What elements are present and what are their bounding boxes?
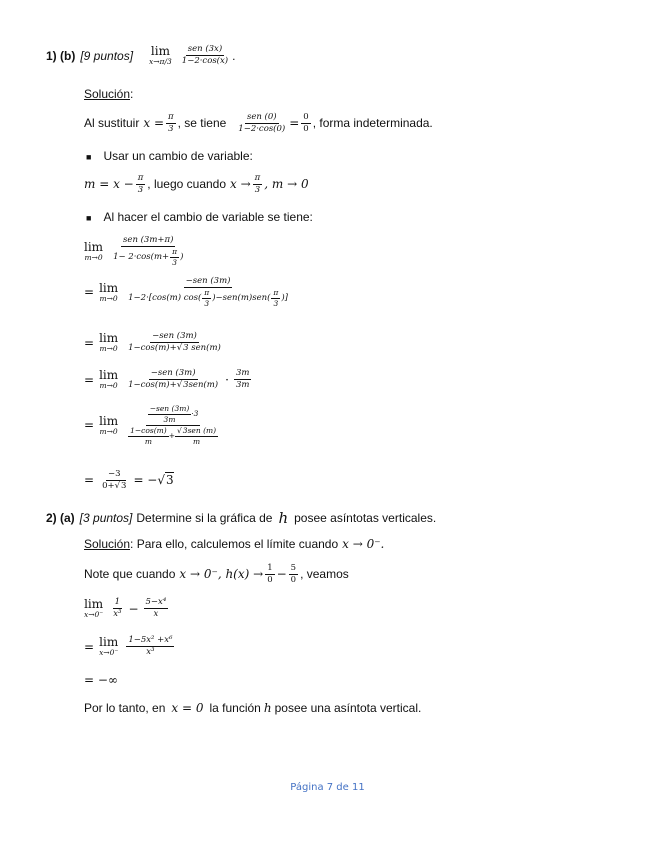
step-5: = lim m→0 $\frac{\text{−sen (3m)}}{3m}$ ·3 $\frac{1-\cos(m)}{m}$ + $\frac{\text{√3sen (m)}}{m}$: [84, 404, 217, 446]
solution-heading: Solución:: [84, 87, 134, 101]
question-1b-header: 1) (b) [9 puntos] lim x→π/3 $\frac{\text{sen (3x)}}{1-2\cdot\cos(x)}$ .: [46, 44, 236, 66]
limit-2-step-2: = lim x→0⁻ $\frac{\text{1−5x² +x⁶}}{\text{x³}}$: [84, 635, 173, 657]
bullet-apply-change: ■ Al hacer el cambio de variable se tiene:: [86, 210, 313, 224]
limit-2-result: = −∞: [84, 673, 118, 687]
solution-2-line: Solución : Para ello, calculemos el límite cuando x → 0⁻.: [84, 537, 385, 551]
page-number-footer: Página 7 de 11: [290, 782, 365, 793]
question-label: 1) (b): [46, 48, 76, 63]
question-points: [9 puntos]: [80, 48, 134, 63]
question-2a-header: 2) (a) [3 puntos] Determine si la gráfica de h posee asíntotas verticales.: [46, 509, 437, 527]
step-1: lim m→0 sen (3m+π) 1− 2·cos (m+ $\frac{\pi}{3}$ ): [84, 235, 184, 267]
limit-2-step-1: lim x→0⁻ $\frac{1}{\text{x³}}$ − $\frac{\text{5−x⁴}}{x}$: [84, 597, 167, 619]
step-4: = lim m→0 $\frac{\text{−sen (3m)}}{\text{1−cos(m)+√3sen(m)}}$ · $\frac{3m}{3m}$: [84, 368, 250, 390]
bullet-icon: ■: [86, 152, 92, 162]
step-result: = $\frac{-3}{0+√3}$ = − √3: [84, 469, 174, 491]
change-variable-line: m = x − $\frac{\pi}{3}$ , luego cuando x → $\frac{\pi}{3}$ , m → 0: [84, 173, 309, 195]
bullet-change-variable: ■ Usar un cambio de variable:: [86, 149, 253, 163]
limit-fraction: $\frac{\text{sen (3x)}}{1-2\cdot\cos(x)}$: [181, 44, 229, 66]
substitution-line: Al sustituir x = $\frac{\pi}{3}$ , se tiene $\frac{\text{sen (0)}}{1-2\cdot\cos(0)}$ = $\frac{0}{0}$ , forma indeterminada.: [84, 112, 433, 134]
step-3: = lim m→0 $\frac{\text{−sen (3m)}}{\text{1−cos(m)+√3 sen(m)}}$: [84, 331, 221, 353]
step-2: = lim m→0 −sen (3m) 1−2·[cos(m) cos( $\frac{\pi}{3}$ )−sen(m)sen( $\frac{\pi}{3}$ )]: [84, 276, 288, 308]
question-points: [3 puntos]: [79, 511, 133, 525]
conclusion-line: Por lo tanto, en x = 0 la función h posee una asíntota vertical.: [84, 701, 422, 715]
bullet-icon: ■: [86, 213, 92, 223]
question-label: 2) (a): [46, 511, 75, 525]
note-line: Note que cuando x → 0⁻, h(x) → $\frac{1}{0}$ − $\frac{5}{0}$ , veamos: [84, 563, 349, 585]
limit-operator: lim x→π/3: [149, 44, 172, 66]
